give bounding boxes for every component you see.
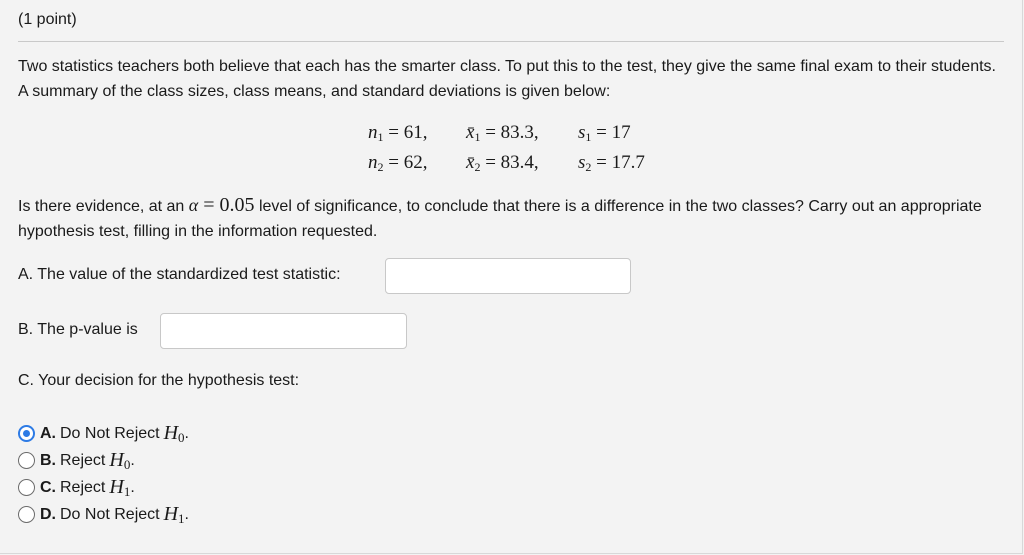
class-2-stats: $n_2 = 62$, $x̄_2 = 83.4$, $s_2 = 17.7$ [368,152,645,174]
radio-button[interactable] [18,452,35,469]
p-value-label: B. The p-value is [18,321,138,338]
radio-button[interactable] [18,479,35,496]
divider [18,41,1004,42]
xbar1-value: 83.3, [500,122,539,143]
p-value-input[interactable] [160,313,407,349]
n1-value: 61, [403,122,428,143]
n2-value: 62, [403,152,428,173]
test-statistic-label: A. The value of the standardized test statistic: [18,266,341,283]
radio-button[interactable] [18,506,35,523]
s1-value: 17 [611,122,631,143]
question-text: Is there evidence, at an α = 0.05 level of significance, to conclude that there is a difference in the two classes? Carry out an appropriate hypothesis test, filling in the information requested. [18,194,982,240]
radio-button-selected[interactable] [18,425,35,442]
problem-intro: Two statistics teachers both believe that each has the smarter class. To put this to the test, they give the same final exam to their students. A summary of the class sizes, class means, and standard deviations is given below: [18,58,996,100]
statistics-summary [368,118,668,178]
decision-label: C. Your decision for the hypothesis test: [18,372,300,389]
xbar2-value: 83.4, [500,152,539,173]
decision-options [18,420,189,528]
option-reject-h1[interactable]: C. Reject $H_1$ . [18,474,189,501]
option-reject-h0[interactable]: B. Reject $H_0$ . [18,447,189,474]
option-do-not-reject-h0[interactable]: A. Do Not Reject $H_0$ . [18,420,189,447]
alpha-value: 0.05 [219,194,255,216]
point-value: (1 point) [18,11,77,28]
alpha-symbol: α [188,195,199,215]
test-statistic-input[interactable] [385,258,631,294]
option-do-not-reject-h1[interactable]: D. Do Not Reject $H_1$ . [18,501,189,528]
class-1-stats: $n_1 = 61$, $x̄_1 = 83.3$, $s_1 = 17$ [368,122,631,144]
s2-value: 17.7 [611,152,645,173]
